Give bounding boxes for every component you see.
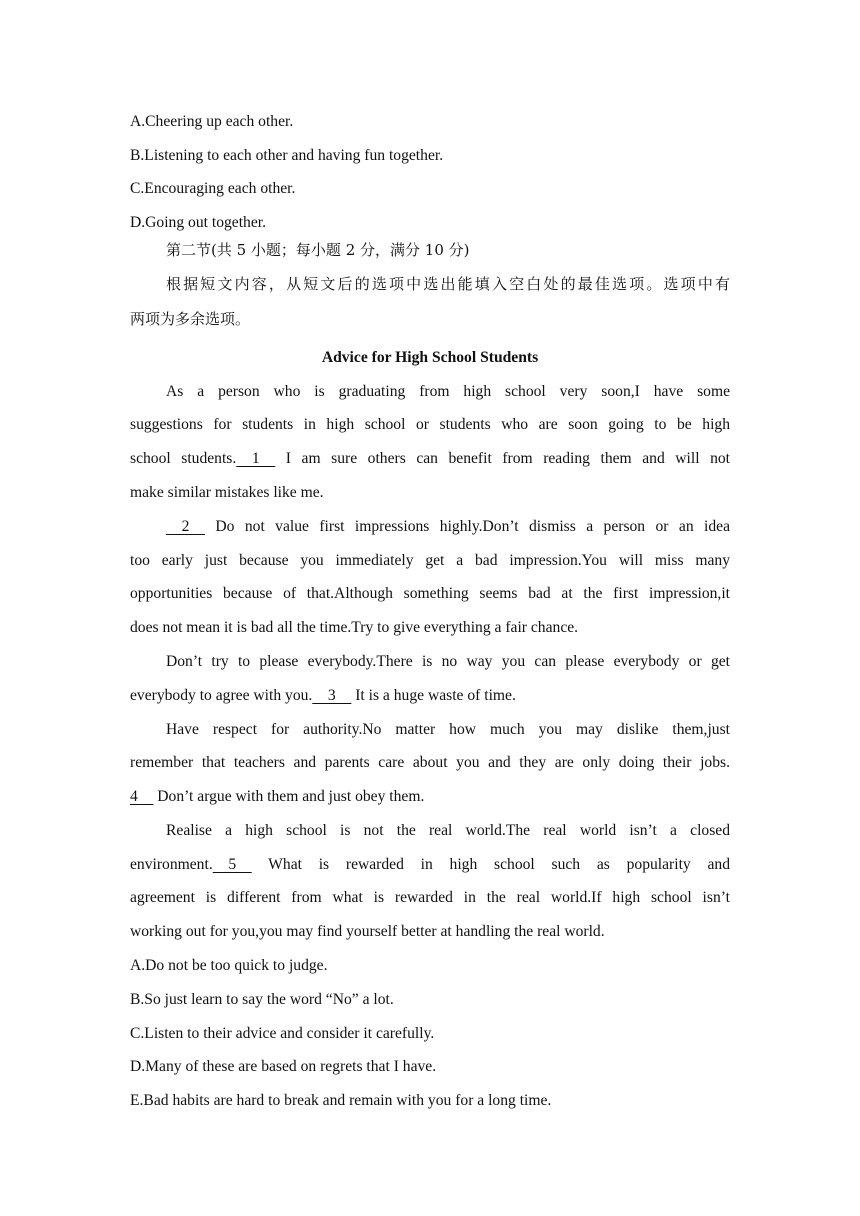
option-a: A.Do not be too quick to judge. [130,957,328,974]
paragraph-4-line-1: Have respect for authority.No matter how much you may dislike them,just [166,721,730,738]
paragraph-2-line-3: opportunities because of that.Although something seems bad at the first impression,it [130,585,730,602]
paragraph-5-line-2-end: What is rewarded in high school such as popularity and [251,856,730,873]
paragraph-2-line-2: too early just because you immediately get a bad impression.You will miss many [130,552,730,569]
paragraph-4-line-3-end: Don’t argue with them and just obey them. [153,788,425,805]
prev-option-c: C.Encouraging each other. [130,180,296,197]
paragraph-4-line-2: remember that teachers and parents care about you and they are only doing their jobs. [130,754,730,771]
paragraph-1-line-4: make similar mistakes like me. [130,484,324,501]
blank-4: 4 [130,788,154,805]
paragraph-1-line-2: suggestions for students in high school or students who are soon going to be high [130,416,730,433]
paragraph-1-line-3 [130,449,730,469]
paragraph-3-line-2-end: It is a huge waste of time. [351,687,516,704]
paragraph-3-line-2-start: everybody to agree with you. [130,687,313,704]
paragraph-2-line-1 [130,517,730,537]
prev-option-d: D.Going out together. [130,214,266,231]
passage-title: Advice for High School Students [321,349,539,366]
paragraph-5-line-2 [130,855,730,875]
blank-1: 1 [236,450,276,467]
option-e: E.Bad habits are hard to break and remain with you for a long time. [130,1092,552,1109]
option-c: C.Listen to their advice and consider it carefully. [130,1025,435,1042]
section-instruction-line-2: 两项为多余选项。 [130,310,251,328]
paragraph-4-line-3 [130,787,730,807]
paragraph-5-line-1: Realise a high school is not the real world.The real world isn’t a closed [166,822,730,839]
prev-option-b: B.Listening to each other and having fun together. [130,147,444,164]
paragraph-5-line-3: agreement is different from what is rewarded in the real world.If high school isn’t [130,889,730,906]
paragraph-5-line-4: working out for you,you may find yourself better at handling the real world. [130,923,605,940]
paragraph-2-line-1-end: Do not value first impressions highly.Don’t dismiss a person or an idea [204,518,730,535]
paragraph-1-line-3-start: school students. [130,450,237,467]
section-instruction-line-1: 根据短文内容，从短文后的选项中选出能填入空白处的最佳选项。选项中有 [166,275,730,293]
option-b: B.So just learn to say the word “No” a lot. [130,991,394,1008]
paragraph-3-line-2 [130,686,730,706]
paragraph-5-line-2-start: environment. [130,856,213,873]
paragraph-2-line-4: does not mean it is bad all the time.Try to give everything a fair chance. [130,619,579,636]
section-header: 第二节(共 5 小题；每小题 2 分，满分 10 分) [166,241,470,259]
blank-5: 5 [212,856,252,873]
paragraph-1-line-3-end: I am sure others can benefit from reading them and will not [275,450,731,467]
blank-3: 3 [312,687,352,704]
prev-option-a: A.Cheering up each other. [130,113,294,130]
option-d: D.Many of these are based on regrets that I have. [130,1058,437,1075]
blank-2: 2 [166,518,205,535]
paragraph-1-line-1: As a person who is graduating from high school very soon,I have some [166,383,730,400]
paragraph-3-line-1: Don’t try to please everybody.There is no way you can please everybody or get [166,653,730,670]
